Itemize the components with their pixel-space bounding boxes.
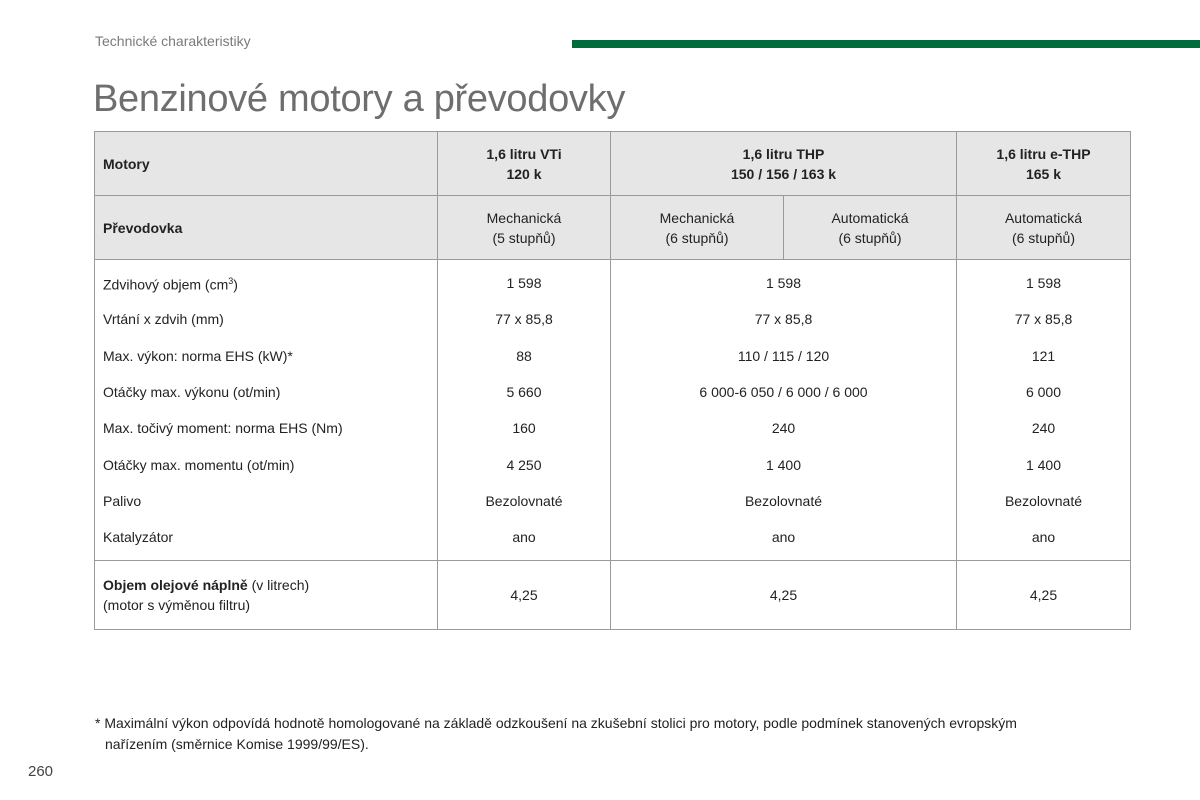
row-label: Otáčky max. momentu (ot/min) — [95, 446, 438, 482]
row-label: Palivo — [95, 483, 438, 519]
value-cell: 77 x 85,8 — [438, 301, 611, 337]
section-label: Technické charakteristiky — [95, 33, 251, 49]
row-label: Max. výkon: norma EHS (kW)* — [95, 338, 438, 374]
value-cell: 88 — [438, 338, 611, 374]
value-cell: Bezolovnaté — [1004, 492, 1083, 509]
gearbox-type: Automatická — [831, 209, 909, 226]
value-cell: 4,25 — [438, 561, 611, 630]
table-row — [95, 260, 1131, 302]
engine-name: 1,6 litru VTi — [486, 145, 562, 162]
value-cell: ano — [1031, 529, 1056, 546]
gearbox-gears: (6 stupňů) — [838, 229, 902, 246]
value-cell: ano — [438, 519, 611, 561]
gearbox-type: Mechanická — [659, 209, 735, 226]
gearbox-gears: (5 stupňů) — [492, 229, 556, 246]
table-row — [95, 301, 1131, 337]
table-row — [95, 374, 1131, 410]
engine-specs-table — [94, 131, 1131, 630]
gearbox-cell — [438, 196, 611, 260]
gearbox-cell — [611, 196, 784, 260]
value-cell: 160 — [438, 410, 611, 446]
gearbox-gears: (6 stupňů) — [1011, 229, 1076, 246]
value-cell: ano — [611, 519, 957, 561]
value-cell: 6 000 — [1025, 384, 1062, 401]
engine-vti-header — [438, 132, 611, 196]
engine-label: Motory — [95, 132, 438, 196]
table-row — [95, 519, 1131, 561]
value-cell: Bezolovnaté — [438, 483, 611, 519]
oil-capacity-row — [95, 561, 1131, 630]
footnote-line: nařízením (směrnice Komise 1999/99/ES). — [105, 736, 369, 752]
value-cell: 121 — [1031, 347, 1056, 364]
row-label: Vrtání x zdvih (mm) — [95, 301, 438, 337]
value-cell: 5 660 — [438, 374, 611, 410]
row-label: Zdvihový objem $(cm^3)$ — [95, 260, 438, 302]
value-cell: 4,25 — [611, 561, 957, 630]
value-cell: 1 598 — [611, 260, 957, 302]
gearbox-label: Převodovka — [95, 196, 438, 260]
engine-power: 120 k — [506, 165, 542, 182]
table-row — [95, 338, 1131, 374]
footnote — [95, 713, 1135, 755]
gearbox-cell — [784, 196, 957, 260]
page-number: 260 — [28, 763, 54, 780]
table-row — [95, 483, 1131, 519]
value-cell: 77 x 85,8 — [611, 301, 957, 337]
value-cell: 77 x 85,8 — [1014, 311, 1073, 328]
footnote-line: * Maximální výkon odpovídá hodnotě homologované na základě odzkoušení na zkušební stolici pro motory, podle podmínek stanovených evropským — [95, 715, 1017, 731]
value-cell: 1 598 — [1025, 275, 1062, 292]
gearbox-type: Mechanická — [486, 209, 562, 226]
row-label: Max. točivý moment: norma EHS (Nm) — [95, 410, 438, 446]
row-label: Katalyzátor — [95, 519, 438, 561]
value-cell: 4 250 — [438, 446, 611, 482]
value-cell: 1 400 — [611, 446, 957, 482]
gearbox-type: Automatická — [1004, 209, 1083, 226]
table-row — [95, 446, 1131, 482]
engine-power: 165 k — [1025, 165, 1062, 182]
gearbox-row — [95, 196, 1131, 260]
engine-power: 150 / 156 / 163 k — [730, 165, 837, 182]
header-accent-bar — [572, 40, 1200, 48]
engine-ethp-header — [957, 132, 1131, 196]
value-cell: 1 400 — [1025, 456, 1062, 473]
value-cell: 4,25 — [957, 561, 1131, 630]
value-cell: 6 000-6 050 / 6 000 / 6 000 — [611, 374, 957, 410]
engine-header-row — [95, 132, 1131, 196]
engine-thp-header — [611, 132, 957, 196]
value-cell: 1 598 — [438, 260, 611, 302]
page-title: Benzinové motory a převodovky — [93, 78, 626, 120]
engine-name: 1,6 litru THP — [742, 145, 825, 162]
row-label: Otáčky max. výkonu (ot/min) — [95, 374, 438, 410]
value-cell: Bezolovnaté — [611, 483, 957, 519]
value-cell: 110 / 115 / 120 — [611, 338, 957, 374]
table-row — [95, 410, 1131, 446]
value-cell: 240 — [611, 410, 957, 446]
oil-capacity-label: Objem olejové náplně (v litrech) (motor s výměnou filtru) — [95, 561, 438, 630]
engine-name: 1,6 litru e-THP — [996, 145, 1091, 162]
value-cell: 240 — [1031, 420, 1056, 437]
gearbox-cell — [957, 196, 1131, 260]
gearbox-gears: (6 stupňů) — [665, 229, 729, 246]
